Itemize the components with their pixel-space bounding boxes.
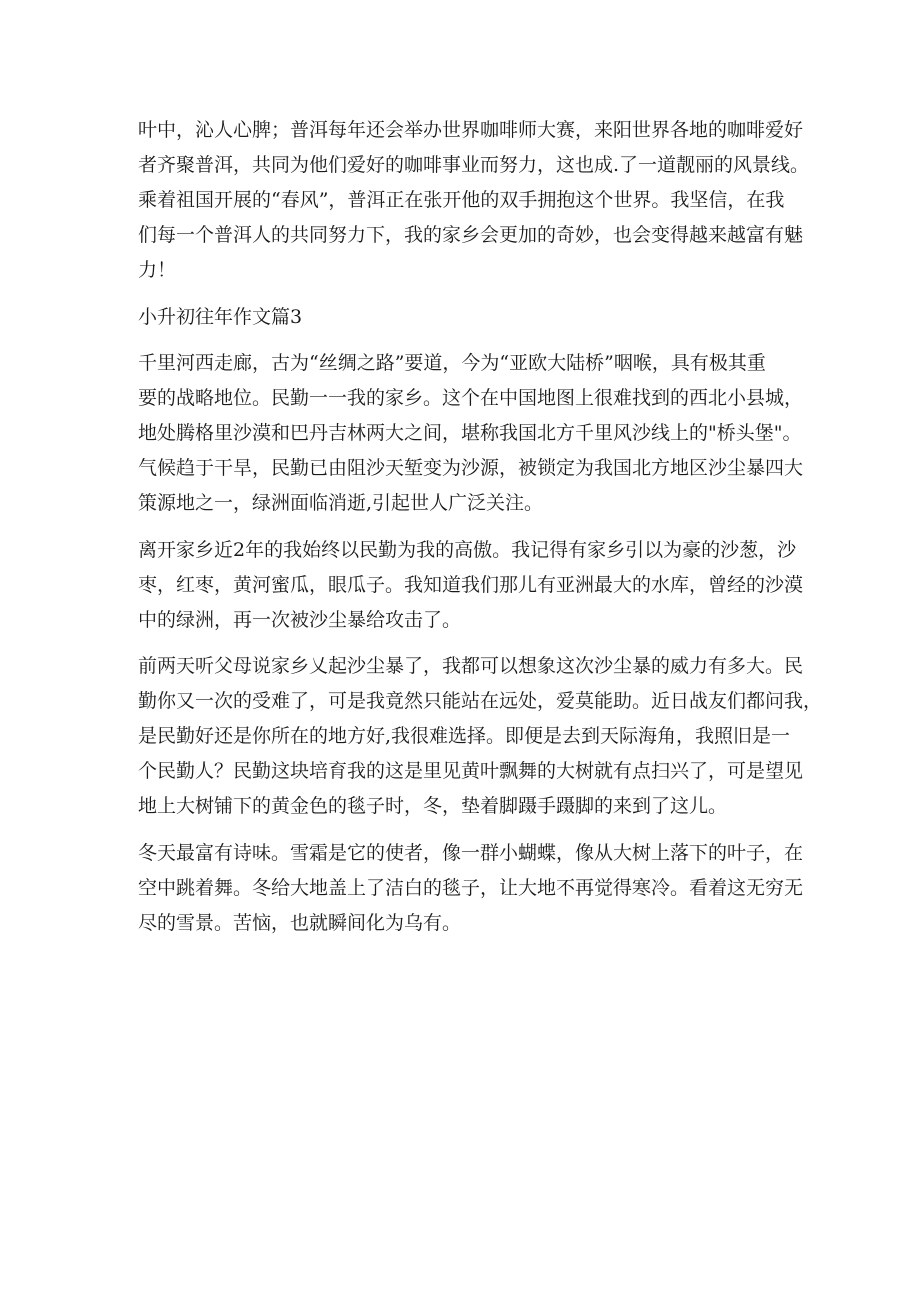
- paragraph-2: [138, 346, 804, 521]
- text-line: 气候趋于干旱，民勤已由阻沙天堑变为沙源，被锁定为我国北方地区沙尘暴四大: [138, 457, 804, 479]
- text-line: 地处腾格里沙漠和巴丹吉林两大之间，堪称我国北方千里风沙线上的"桥头堡"。: [138, 422, 802, 444]
- text-line: 们每一个普洱人的共同努力下，我的家乡会更加的奇妙，也会变得越来越富有魅: [138, 224, 804, 246]
- paragraph-1: [138, 113, 810, 288]
- section-heading: 小升初往年作文篇3: [138, 305, 303, 328]
- text-line: 叶中，沁人心脾；普洱每年还会举办世界咖啡师大赛，来阳世界各地的咖啡爱好: [138, 119, 804, 141]
- text-line: 者齐聚普洱，共同为他们爱好的咖啡事业而努力，这也成.了一道靓丽的风景线。: [138, 154, 810, 176]
- paragraph-3: [138, 533, 804, 638]
- text-line: 地上大树铺下的黄金色的毯子时，冬，垫着脚蹑手蹑脚的来到了这儿。: [138, 795, 728, 817]
- text-line: 冬天最富有诗味。雪霜是它的使者，像一群小蝴蝶，像从大树上落下的叶子，在: [138, 841, 804, 864]
- text-line: 是民勤好还是你所在的地方好,我很难选择。即便是去到天际海角，我照旧是一: [138, 725, 791, 747]
- text-line: 中的绿洲，再一次被沙尘暴给攻击了。: [138, 608, 462, 631]
- text-line: 空中跳着舞。冬给大地盖上了洁白的毯子，让大地不再觉得寒冷。看着这无穷无: [138, 876, 804, 899]
- document-body: [138, 113, 823, 952]
- text-line: 枣，红枣，黄河蜜瓜，眼瓜子。我知道我们那儿有亚洲最大的水库，曾经的沙漠: [138, 573, 804, 596]
- text-line: 前两天听父母说家乡乂起沙尘暴了，我都可以想象这次沙尘暴的威力有多大。民: [138, 655, 804, 677]
- paragraph-5: [138, 836, 804, 941]
- text-line: 尽的雪景。苦恼，也就瞬间化为乌有。: [138, 911, 462, 934]
- text-line: 要的战略地位。民勤一一我的家乡。这个在中国地图上很难找到的西北小县城，: [138, 387, 804, 409]
- text-line: 勤你又一次的受难了，可是我竟然只能站在远处，爱莫能助。近日战友们都问我，: [138, 690, 823, 712]
- paragraph-4: [138, 649, 823, 824]
- text-line: 力！: [138, 259, 177, 281]
- text-line: 个民勤人？民勤这块培育我的这是里见黄叶飘舞的大树就有点扫兴了，可是望见: [138, 760, 804, 782]
- text-line: 乘着祖国开展的“春风”，普洱正在张开他的双手拥抱这个世界。我坚信，在我: [138, 189, 785, 211]
- text-line: 千里河西走廊，古为“丝绸之路”要道，今为“亚欧大陆桥”咽喉，具有极其重: [138, 352, 766, 374]
- text-line: 策源地之一，绿洲面临消逝,引起世人广泛关注。: [138, 492, 544, 514]
- text-line: 离开家乡近2年的我始终以民勤为我的高傲。我记得有家乡引以为豪的沙葱，沙: [138, 538, 797, 561]
